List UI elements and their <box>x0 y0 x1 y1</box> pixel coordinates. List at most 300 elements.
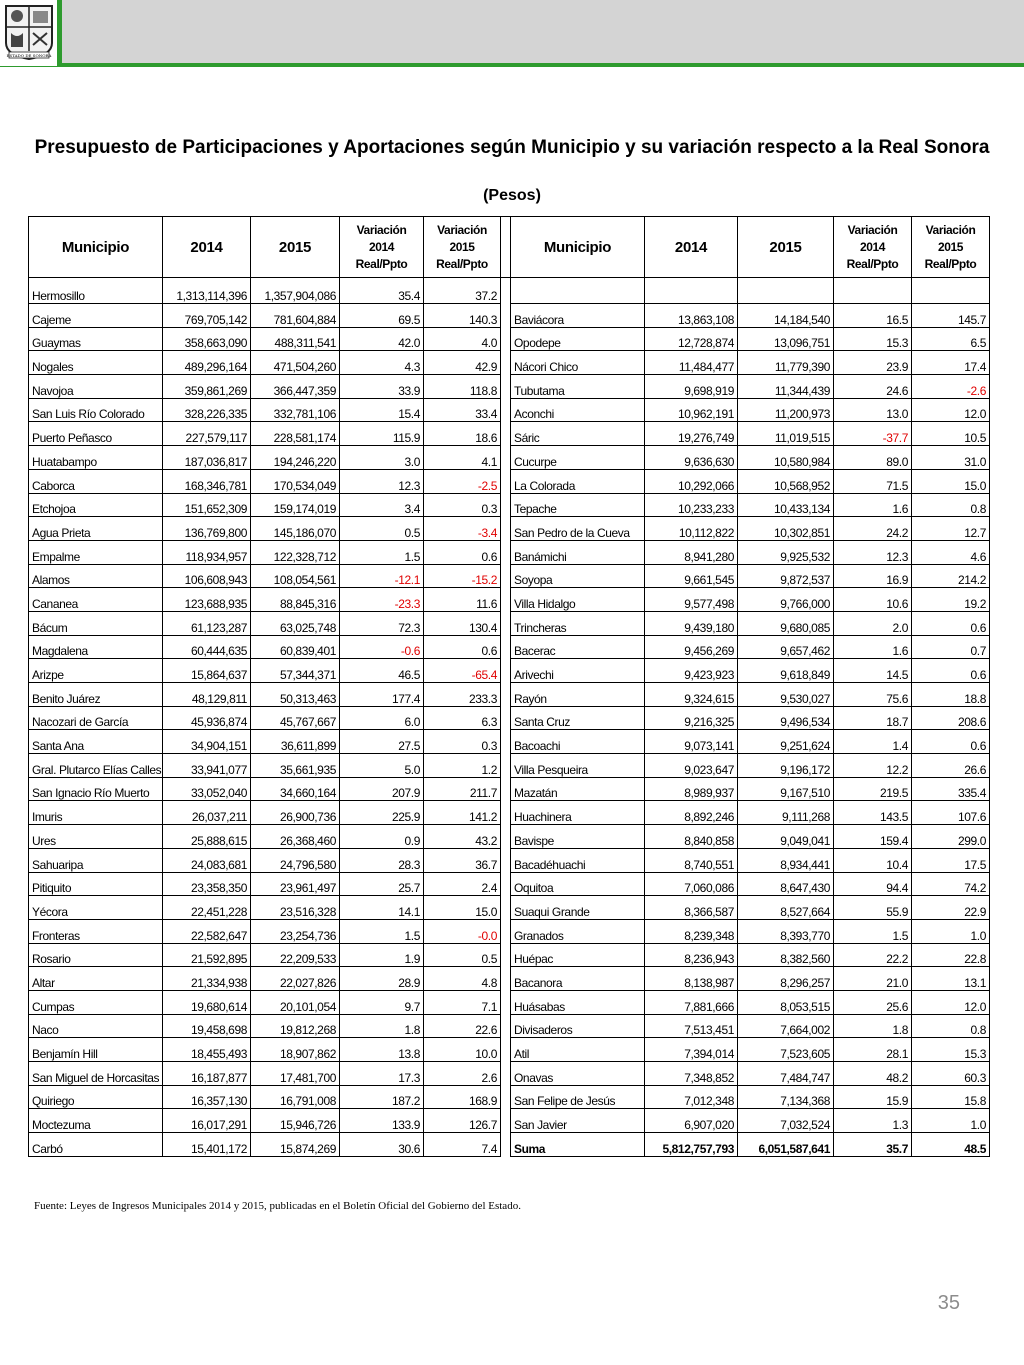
value-cell: 1.5 <box>834 919 912 943</box>
value-cell: 8,138,987 <box>645 967 738 991</box>
value-cell: 7,348,852 <box>645 1062 738 1086</box>
value-cell: -65.4 <box>424 659 501 683</box>
value-cell: 25,888,615 <box>163 825 251 849</box>
value-cell: -3.4 <box>424 517 501 541</box>
table-row <box>29 278 990 304</box>
value-cell: 145,186,070 <box>251 517 340 541</box>
value-cell: 12,728,874 <box>645 327 738 351</box>
municipio-cell: Gral. Plutarco Elías Calles <box>29 754 163 778</box>
value-cell: 34,660,164 <box>251 777 340 801</box>
municipio-cell: Quiriego <box>29 1085 163 1109</box>
value-cell: 159,174,019 <box>251 493 340 517</box>
table-row <box>29 611 990 635</box>
value-cell: 1.6 <box>834 493 912 517</box>
col-variacion-2015: Variación 2015 Real/Ppto <box>424 217 501 278</box>
value-cell: 11,484,477 <box>645 351 738 375</box>
value-cell: 15,874,269 <box>251 1133 340 1157</box>
value-cell: 19,680,614 <box>163 990 251 1014</box>
column-gap <box>501 1014 511 1038</box>
value-cell: 7,484,747 <box>738 1062 834 1086</box>
value-cell: 55.9 <box>834 896 912 920</box>
municipio-cell: Rosario <box>29 943 163 967</box>
column-gap <box>501 469 511 493</box>
value-cell: 4.8 <box>424 967 501 991</box>
value-cell: 16,017,291 <box>163 1109 251 1133</box>
value-cell: 769,705,142 <box>163 304 251 328</box>
column-gap <box>501 919 511 943</box>
value-cell: 0.6 <box>912 730 990 754</box>
column-gap <box>501 327 511 351</box>
value-cell: 23,961,497 <box>251 872 340 896</box>
value-cell: 15.3 <box>912 1038 990 1062</box>
value-cell: 145.7 <box>912 304 990 328</box>
value-cell: 5.0 <box>340 754 424 778</box>
value-cell: 22,209,533 <box>251 943 340 967</box>
municipio-cell: Imuris <box>29 801 163 825</box>
value-cell: 8,382,560 <box>738 943 834 967</box>
municipio-cell: Tubutama <box>511 375 645 399</box>
value-cell <box>738 278 834 304</box>
table-row <box>29 730 990 754</box>
value-cell: 16.5 <box>834 304 912 328</box>
municipio-cell: Soyopa <box>511 564 645 588</box>
value-cell: 151,652,309 <box>163 493 251 517</box>
value-cell: 8,239,348 <box>645 919 738 943</box>
value-cell: 20,101,054 <box>251 990 340 1014</box>
value-cell: 22.2 <box>834 943 912 967</box>
value-cell: 123,688,935 <box>163 588 251 612</box>
value-cell: 8,053,515 <box>738 990 834 1014</box>
value-cell: 15.0 <box>424 896 501 920</box>
value-cell: 12.2 <box>834 754 912 778</box>
value-cell: 1.9 <box>340 943 424 967</box>
value-cell: 74.2 <box>912 872 990 896</box>
value-cell: 7,881,666 <box>645 990 738 1014</box>
value-cell: 6.3 <box>424 706 501 730</box>
value-cell: 9,196,172 <box>738 754 834 778</box>
value-cell: 106,608,943 <box>163 564 251 588</box>
value-cell: 328,226,335 <box>163 398 251 422</box>
value-cell: 9,324,615 <box>645 683 738 707</box>
value-cell: 16,187,877 <box>163 1062 251 1086</box>
value-cell: 6.5 <box>912 327 990 351</box>
value-cell: 0.5 <box>340 517 424 541</box>
value-cell: -12.1 <box>340 564 424 588</box>
value-cell: 88,845,316 <box>251 588 340 612</box>
value-cell: 9,698,919 <box>645 375 738 399</box>
value-cell: 11,344,439 <box>738 375 834 399</box>
table-row <box>29 351 990 375</box>
municipio-cell: Alamos <box>29 564 163 588</box>
municipio-cell: Ures <box>29 825 163 849</box>
value-cell: 10.0 <box>424 1038 501 1062</box>
municipio-cell: Baviácora <box>511 304 645 328</box>
value-cell: 10,302,851 <box>738 517 834 541</box>
column-gap <box>501 990 511 1014</box>
value-cell: 37.2 <box>424 278 501 304</box>
value-cell: 21,334,938 <box>163 967 251 991</box>
value-cell: 228,581,174 <box>251 422 340 446</box>
municipio-cell: Santa Ana <box>29 730 163 754</box>
value-cell: 10.5 <box>912 422 990 446</box>
value-cell: 8,840,858 <box>645 825 738 849</box>
column-gap <box>501 825 511 849</box>
value-cell: 9,925,532 <box>738 540 834 564</box>
value-cell: 159.4 <box>834 825 912 849</box>
value-cell: 12.0 <box>912 990 990 1014</box>
value-cell: 25.7 <box>340 872 424 896</box>
value-cell <box>645 278 738 304</box>
value-cell: 8,989,937 <box>645 777 738 801</box>
column-gap <box>501 896 511 920</box>
value-cell: 9,423,923 <box>645 659 738 683</box>
value-cell: 18.8 <box>912 683 990 707</box>
table-row <box>29 304 990 328</box>
value-cell: 187.2 <box>340 1085 424 1109</box>
municipio-cell: Bacadéhuachi <box>511 848 645 872</box>
municipio-cell: Villa Pesqueira <box>511 754 645 778</box>
column-gap <box>501 217 511 278</box>
value-cell: 23,254,736 <box>251 919 340 943</box>
table-row <box>29 825 990 849</box>
value-cell: 0.8 <box>912 1014 990 1038</box>
municipio-cell: Navojoa <box>29 375 163 399</box>
value-cell: 94.4 <box>834 872 912 896</box>
value-cell: 0.3 <box>424 493 501 517</box>
value-cell: 3.4 <box>340 493 424 517</box>
value-cell: 0.5 <box>424 943 501 967</box>
value-cell: 18.7 <box>834 706 912 730</box>
municipio-cell: Cananea <box>29 588 163 612</box>
value-cell: 22,582,647 <box>163 919 251 943</box>
col-2014: 2014 <box>163 217 251 278</box>
value-cell: 18,907,862 <box>251 1038 340 1062</box>
value-cell: 168,346,781 <box>163 469 251 493</box>
value-cell: 9,167,510 <box>738 777 834 801</box>
value-cell: 12.0 <box>912 398 990 422</box>
table-row <box>29 375 990 399</box>
value-cell: 10,580,984 <box>738 446 834 470</box>
column-gap <box>501 351 511 375</box>
municipio-cell: Guaymas <box>29 327 163 351</box>
value-cell: 14,184,540 <box>738 304 834 328</box>
municipio-cell: Cucurpe <box>511 446 645 470</box>
value-cell: 208.6 <box>912 706 990 730</box>
value-cell: 57,344,371 <box>251 659 340 683</box>
value-cell: 42.9 <box>424 351 501 375</box>
value-cell: 89.0 <box>834 446 912 470</box>
value-cell: 1.3 <box>834 1109 912 1133</box>
value-cell: 8,941,280 <box>645 540 738 564</box>
value-cell: 72.3 <box>340 611 424 635</box>
municipio-cell: Bacerac <box>511 635 645 659</box>
value-cell: 1.8 <box>834 1014 912 1038</box>
value-cell: 15.0 <box>912 469 990 493</box>
municipio-cell: Huatabampo <box>29 446 163 470</box>
value-cell: 8,527,664 <box>738 896 834 920</box>
table-row <box>29 990 990 1014</box>
col-variacion-2014-right: Variación 2014 Real/Ppto <box>834 217 912 278</box>
municipio-cell: Onavas <box>511 1062 645 1086</box>
value-cell: 9,456,269 <box>645 635 738 659</box>
value-cell: -23.3 <box>340 588 424 612</box>
table-row <box>29 872 990 896</box>
value-cell: 15,946,726 <box>251 1109 340 1133</box>
municipio-cell: San Felipe de Jesús <box>511 1085 645 1109</box>
value-cell: 34,904,151 <box>163 730 251 754</box>
municipio-cell: Arizpe <box>29 659 163 683</box>
value-cell: 14.5 <box>834 659 912 683</box>
value-cell: 33.9 <box>340 375 424 399</box>
column-gap <box>501 635 511 659</box>
column-gap <box>501 588 511 612</box>
table-row <box>29 967 990 991</box>
table-row <box>29 659 990 683</box>
value-cell: 9,216,325 <box>645 706 738 730</box>
municipio-cell: San Pedro de la Cueva <box>511 517 645 541</box>
value-cell: 10,568,952 <box>738 469 834 493</box>
value-cell: 8,647,430 <box>738 872 834 896</box>
value-cell: 45,767,667 <box>251 706 340 730</box>
value-cell: 136,769,800 <box>163 517 251 541</box>
column-gap <box>501 943 511 967</box>
value-cell: 10,233,233 <box>645 493 738 517</box>
municipio-cell: Cumpas <box>29 990 163 1014</box>
value-cell: 43.2 <box>424 825 501 849</box>
value-cell: 42.0 <box>340 327 424 351</box>
table-row <box>29 588 990 612</box>
value-cell: 22.6 <box>424 1014 501 1038</box>
coat-of-arms-icon <box>3 3 55 61</box>
value-cell: 15,401,172 <box>163 1133 251 1157</box>
col-variacion-2014: Variación 2014 Real/Ppto <box>340 217 424 278</box>
value-cell: 22,027,826 <box>251 967 340 991</box>
value-cell: 16,791,008 <box>251 1085 340 1109</box>
page-title: Presupuesto de Participaciones y Aportaciones según Municipio y su variación respecto a la Real Sonora <box>34 137 990 158</box>
municipio-cell: Benito Juárez <box>29 683 163 707</box>
municipio-cell: Rayón <box>511 683 645 707</box>
value-cell: 11,200,973 <box>738 398 834 422</box>
value-cell: 187,036,817 <box>163 446 251 470</box>
table-row <box>29 754 990 778</box>
municipio-cell: San Luis Río Colorado <box>29 398 163 422</box>
table-body <box>29 278 990 1157</box>
value-cell: 214.2 <box>912 564 990 588</box>
value-cell: 24.6 <box>834 375 912 399</box>
municipio-cell: Suaqui Grande <box>511 896 645 920</box>
value-cell: 332,781,106 <box>251 398 340 422</box>
table-row <box>29 943 990 967</box>
value-cell: 130.4 <box>424 611 501 635</box>
value-cell: 6,907,020 <box>645 1109 738 1133</box>
municipio-cell: Fronteras <box>29 919 163 943</box>
municipio-cell: Naco <box>29 1014 163 1038</box>
municipio-cell: Cajeme <box>29 304 163 328</box>
municipio-cell: Bacoachi <box>511 730 645 754</box>
value-cell: 1,313,114,396 <box>163 278 251 304</box>
municipio-cell: Atil <box>511 1038 645 1062</box>
municipio-cell: Arivechi <box>511 659 645 683</box>
value-cell: 0.9 <box>340 825 424 849</box>
value-cell: 13,096,751 <box>738 327 834 351</box>
value-cell: 13.1 <box>912 967 990 991</box>
value-cell: 0.6 <box>424 635 501 659</box>
column-gap <box>501 422 511 446</box>
table-row <box>29 777 990 801</box>
value-cell: 36.7 <box>424 848 501 872</box>
column-gap <box>501 754 511 778</box>
value-cell: -15.2 <box>424 564 501 588</box>
value-cell: 45,936,874 <box>163 706 251 730</box>
value-cell: 8,740,551 <box>645 848 738 872</box>
value-cell: 17.3 <box>340 1062 424 1086</box>
state-logo <box>0 0 62 66</box>
value-cell: 115.9 <box>340 422 424 446</box>
value-cell: 1.6 <box>834 635 912 659</box>
value-cell: 15,864,637 <box>163 659 251 683</box>
column-gap <box>501 540 511 564</box>
value-cell: 1.8 <box>340 1014 424 1038</box>
value-cell: 488,311,541 <box>251 327 340 351</box>
table-row <box>29 422 990 446</box>
value-cell: 7.1 <box>424 990 501 1014</box>
value-cell: 24,083,681 <box>163 848 251 872</box>
table-row <box>29 327 990 351</box>
table-row <box>29 706 990 730</box>
value-cell: 9,657,462 <box>738 635 834 659</box>
municipio-cell: Magdalena <box>29 635 163 659</box>
value-cell: 9,496,534 <box>738 706 834 730</box>
value-cell: 21.0 <box>834 967 912 991</box>
municipio-cell: Pitiquito <box>29 872 163 896</box>
value-cell: 6.0 <box>340 706 424 730</box>
value-cell: 10,292,066 <box>645 469 738 493</box>
table-row <box>29 919 990 943</box>
value-cell: 15.3 <box>834 327 912 351</box>
value-cell: 15.4 <box>340 398 424 422</box>
municipio-cell: Carbó <box>29 1133 163 1157</box>
municipio-cell: Huásabas <box>511 990 645 1014</box>
col-municipio-right: Municipio <box>511 217 645 278</box>
value-cell: 26.6 <box>912 754 990 778</box>
value-cell: -2.6 <box>912 375 990 399</box>
value-cell: 35.7 <box>834 1133 912 1157</box>
municipio-cell: Bácum <box>29 611 163 635</box>
value-cell: 781,604,884 <box>251 304 340 328</box>
value-cell: 12.3 <box>834 540 912 564</box>
municipio-cell: Santa Cruz <box>511 706 645 730</box>
municipio-cell: Oquitoa <box>511 872 645 896</box>
value-cell: 219.5 <box>834 777 912 801</box>
value-cell: 18.6 <box>424 422 501 446</box>
value-cell: 19,812,268 <box>251 1014 340 1038</box>
municipio-cell: Suma <box>511 1133 645 1157</box>
value-cell: 9,073,141 <box>645 730 738 754</box>
municipio-cell <box>511 278 645 304</box>
column-gap <box>501 375 511 399</box>
value-cell: 118,934,957 <box>163 540 251 564</box>
value-cell: 233.3 <box>424 683 501 707</box>
column-gap <box>501 1085 511 1109</box>
table-row <box>29 801 990 825</box>
value-cell: 107.6 <box>912 801 990 825</box>
column-gap <box>501 777 511 801</box>
value-cell: 141.2 <box>424 801 501 825</box>
municipio-cell: Empalme <box>29 540 163 564</box>
source-note: Fuente: Leyes de Ingresos Municipales 2014 y 2015, publicadas en el Boletín Oficial del Gobierno del Estado. <box>34 1200 521 1212</box>
value-cell: 10,433,134 <box>738 493 834 517</box>
value-cell: 1.0 <box>912 919 990 943</box>
municipio-cell: Huépac <box>511 943 645 967</box>
value-cell: 9,251,624 <box>738 730 834 754</box>
table-header <box>29 217 990 278</box>
value-cell: 16,357,130 <box>163 1085 251 1109</box>
municipio-cell: Hermosillo <box>29 278 163 304</box>
value-cell: 13,863,108 <box>645 304 738 328</box>
value-cell: 1.2 <box>424 754 501 778</box>
value-cell: 9,680,085 <box>738 611 834 635</box>
value-cell: 33,052,040 <box>163 777 251 801</box>
value-cell: 75.6 <box>834 683 912 707</box>
table-row <box>29 635 990 659</box>
value-cell: 33.4 <box>424 398 501 422</box>
column-gap <box>501 304 511 328</box>
municipio-cell: Aconchi <box>511 398 645 422</box>
column-gap <box>501 706 511 730</box>
value-cell: 0.7 <box>912 635 990 659</box>
municipio-cell: Etchojoa <box>29 493 163 517</box>
value-cell: 11,019,515 <box>738 422 834 446</box>
value-cell: 48.2 <box>834 1062 912 1086</box>
value-cell: 168.9 <box>424 1085 501 1109</box>
value-cell: 1.0 <box>912 1109 990 1133</box>
municipio-cell: Puerto Peñasco <box>29 422 163 446</box>
value-cell: -0.0 <box>424 919 501 943</box>
value-cell: 4.3 <box>340 351 424 375</box>
value-cell: 9,049,041 <box>738 825 834 849</box>
value-cell: 9,618,849 <box>738 659 834 683</box>
value-cell: 122,328,712 <box>251 540 340 564</box>
value-cell: 9.7 <box>340 990 424 1014</box>
value-cell: 9,577,498 <box>645 588 738 612</box>
municipio-cell: Opodepe <box>511 327 645 351</box>
table-row <box>29 896 990 920</box>
value-cell: 2.0 <box>834 611 912 635</box>
value-cell: 60.3 <box>912 1062 990 1086</box>
value-cell: 8,366,587 <box>645 896 738 920</box>
value-cell: 0.6 <box>912 611 990 635</box>
value-cell: 366,447,359 <box>251 375 340 399</box>
value-cell: 9,636,630 <box>645 446 738 470</box>
value-cell: 7,032,524 <box>738 1109 834 1133</box>
value-cell: 26,900,736 <box>251 801 340 825</box>
value-cell: 0.6 <box>424 540 501 564</box>
value-cell: 22.9 <box>912 896 990 920</box>
table-row <box>29 469 990 493</box>
value-cell: 0.8 <box>912 493 990 517</box>
municipio-cell: Banámichi <box>511 540 645 564</box>
column-gap <box>501 398 511 422</box>
value-cell: -2.5 <box>424 469 501 493</box>
value-cell: 48,129,811 <box>163 683 251 707</box>
value-cell: 1.5 <box>340 540 424 564</box>
value-cell: 46.5 <box>340 659 424 683</box>
value-cell: 359,861,269 <box>163 375 251 399</box>
value-cell: 36,611,899 <box>251 730 340 754</box>
value-cell: 1,357,904,086 <box>251 278 340 304</box>
table-row <box>29 398 990 422</box>
col-municipio: Municipio <box>29 217 163 278</box>
